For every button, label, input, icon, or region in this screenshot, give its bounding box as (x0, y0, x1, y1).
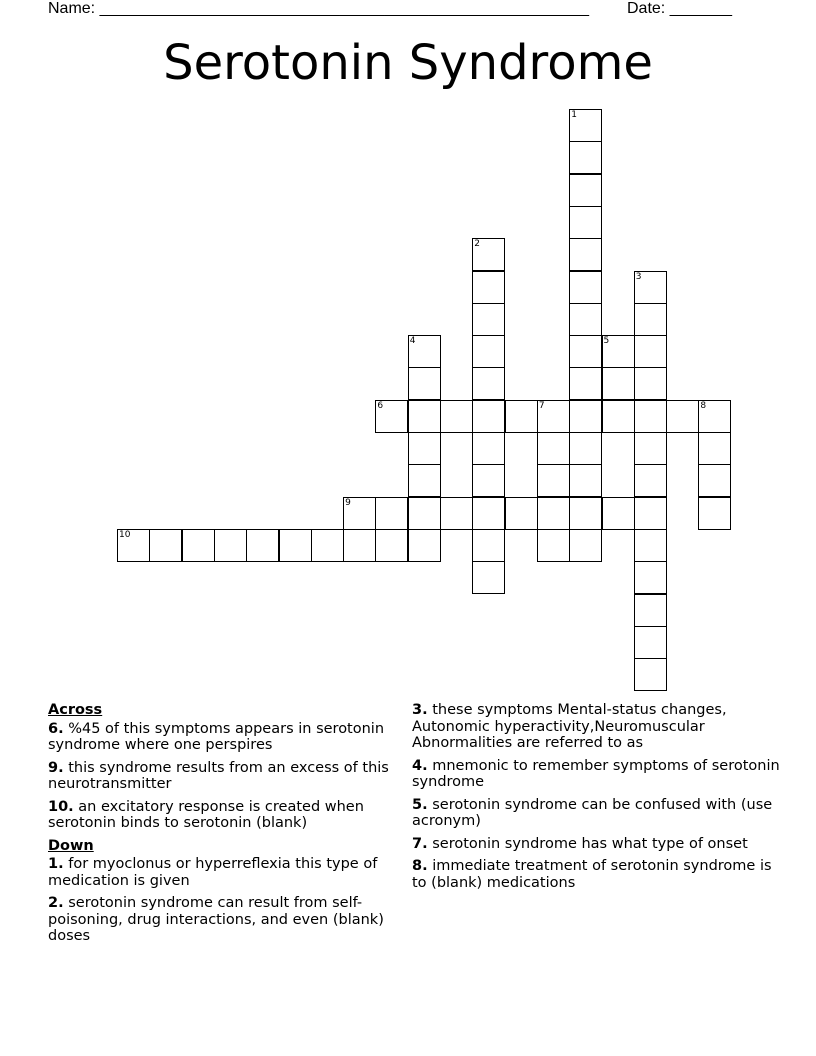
cell-number: 10 (119, 529, 131, 540)
crossword-cell[interactable] (569, 367, 602, 400)
crossword-cell[interactable] (537, 432, 570, 465)
clue-text: %45 of this symptoms appears in serotonin syndrome where one perspires (48, 720, 385, 753)
crossword-cell[interactable] (472, 529, 505, 562)
crossword-cell[interactable] (472, 464, 505, 497)
page-title: Serotonin Syndrome (163, 35, 653, 91)
cell-number: 9 (345, 497, 351, 508)
clue-across-6 (48, 721, 398, 754)
crossword-cell[interactable] (634, 367, 667, 400)
crossword-cell[interactable] (472, 432, 505, 465)
clue-number: 2. (48, 895, 64, 911)
clue-text: serotonin syndrome has what type of onset (432, 835, 748, 852)
crossword-cell[interactable] (698, 400, 731, 433)
crossword-cell[interactable] (698, 497, 731, 530)
crossword-cell[interactable] (408, 400, 441, 433)
down-heading: Down (48, 837, 94, 854)
crossword-cell[interactable] (537, 529, 570, 562)
clue-down-2 (48, 895, 398, 945)
clue-number: 8. (412, 858, 428, 874)
crossword-cell[interactable] (569, 109, 602, 142)
cell-number: 3 (635, 271, 642, 282)
clue-text: this syndrome results from an excess of this neurotransmitter (48, 759, 389, 792)
crossword-cell[interactable] (149, 529, 182, 562)
clue-down-4 (412, 758, 782, 791)
crossword-cell[interactable] (375, 529, 408, 562)
crossword-cell[interactable] (279, 529, 312, 562)
clues-right-column (412, 702, 782, 897)
crossword-cell[interactable] (472, 367, 505, 400)
cell-number: 7 (538, 400, 545, 411)
crossword-cell[interactable] (569, 432, 602, 465)
clue-text: serotonin syndrome can be confused with (use acronym) (412, 796, 773, 829)
crossword-cell[interactable] (602, 367, 635, 400)
crossword-cell[interactable] (472, 335, 505, 368)
clue-across-10 (48, 799, 398, 832)
crossword-cell[interactable] (634, 464, 667, 497)
name-field-label[interactable]: Name: _______________________________________________________ (48, 0, 589, 17)
cell-number: 2 (474, 239, 481, 250)
clue-down-5 (412, 797, 782, 830)
crossword-cell[interactable] (634, 497, 667, 530)
crossword-cell[interactable] (537, 497, 570, 530)
clue-down-7 (412, 836, 782, 853)
date-field-label[interactable]: Date: _______ (627, 0, 732, 17)
crossword-cell[interactable] (214, 529, 247, 562)
crossword-cell[interactable] (246, 529, 279, 562)
cell-number: 5 (603, 336, 610, 347)
crossword-cell[interactable] (569, 400, 602, 433)
crossword-cell[interactable] (569, 238, 602, 271)
crossword-cell[interactable] (569, 529, 602, 562)
crossword-cell[interactable] (408, 432, 441, 465)
crossword-cell[interactable] (408, 335, 441, 368)
crossword-cell[interactable] (537, 464, 570, 497)
crossword-cell[interactable] (472, 400, 505, 433)
clue-across-9 (48, 760, 398, 793)
crossword-cell[interactable] (666, 400, 699, 433)
clues-left-column (48, 702, 398, 951)
cell-number: 6 (377, 400, 384, 411)
crossword-cell[interactable] (440, 497, 473, 530)
clue-text: for myoclonus or hyperreflexia this type of medication is given (48, 856, 378, 889)
crossword-cell[interactable] (375, 497, 408, 530)
crossword-cell[interactable] (408, 497, 441, 530)
crossword-cell[interactable] (343, 497, 376, 530)
clue-down-8 (412, 858, 782, 891)
crossword-cell[interactable] (569, 206, 602, 239)
crossword-cell[interactable] (569, 271, 602, 304)
crossword-cell[interactable] (472, 303, 505, 336)
crossword-cell[interactable] (634, 529, 667, 562)
crossword-cell[interactable] (634, 271, 667, 304)
across-heading: Across (48, 702, 103, 718)
crossword-cell[interactable] (698, 432, 731, 465)
crossword-cell[interactable] (634, 400, 667, 433)
crossword-cell[interactable] (634, 303, 667, 336)
crossword-cell[interactable] (569, 335, 602, 368)
crossword-cell[interactable] (634, 561, 667, 594)
cell-number: 8 (700, 400, 707, 411)
crossword-cell[interactable] (634, 335, 667, 368)
crossword-cell[interactable] (311, 529, 344, 562)
crossword-cell[interactable] (569, 141, 602, 174)
crossword-cell[interactable] (472, 497, 505, 530)
clue-number: 6. (48, 720, 64, 737)
clue-text: mnemonic to remember symptoms of serotonin syndrome (412, 757, 780, 790)
crossword-cell[interactable] (569, 464, 602, 497)
crossword-cell[interactable] (440, 400, 473, 433)
crossword-cell[interactable] (634, 658, 667, 691)
clue-number: 1. (48, 856, 64, 872)
crossword-cell[interactable] (472, 271, 505, 304)
crossword-cell[interactable] (505, 400, 538, 433)
crossword-cell[interactable] (472, 238, 505, 271)
crossword-cell[interactable] (569, 174, 602, 207)
clue-number: 5. (412, 796, 428, 813)
crossword-cell[interactable] (472, 561, 505, 594)
clue-down-1 (48, 856, 398, 889)
clue-number: 4. (412, 757, 428, 774)
crossword-cell[interactable] (602, 335, 635, 368)
crossword-cell[interactable] (634, 432, 667, 465)
crossword-cell[interactable] (375, 400, 408, 433)
crossword-cell[interactable] (343, 529, 376, 562)
crossword-cell[interactable] (537, 400, 570, 433)
crossword-cell[interactable] (505, 497, 538, 530)
crossword-cell[interactable] (408, 464, 441, 497)
crossword-cell[interactable] (117, 529, 150, 562)
crossword-cell[interactable] (634, 626, 667, 659)
crossword-cell[interactable] (408, 529, 441, 562)
crossword-cell[interactable] (408, 367, 441, 400)
clue-text: an excitatory response is created when serotonin binds to serotonin (blank) (48, 798, 364, 831)
crossword-cell[interactable] (698, 464, 731, 497)
clue-text: immediate treatment of serotonin syndrome is to (blank) medications (412, 858, 772, 891)
clue-number: 10. (48, 798, 74, 815)
clue-number: 9. (48, 759, 64, 776)
crossword-cell[interactable] (602, 497, 635, 530)
clue-number: 3. (412, 702, 428, 718)
cell-number: 1 (571, 110, 577, 120)
crossword-cell[interactable] (634, 594, 667, 627)
clue-number: 7. (412, 835, 428, 852)
clue-text: serotonin syndrome can result from self-poisoning, drug interactions, and even (blank) doses (48, 895, 384, 944)
clue-text: these symptoms Mental-status changes, Autonomic hyperactivity,Neuromuscular Abnormalities are referred to as (412, 702, 727, 751)
crossword-cell[interactable] (569, 303, 602, 336)
cell-number: 4 (409, 336, 416, 347)
crossword-cell[interactable] (602, 400, 635, 433)
clue-down-3 (412, 702, 782, 752)
crossword-cell[interactable] (182, 529, 215, 562)
crossword-cell[interactable] (569, 497, 602, 530)
